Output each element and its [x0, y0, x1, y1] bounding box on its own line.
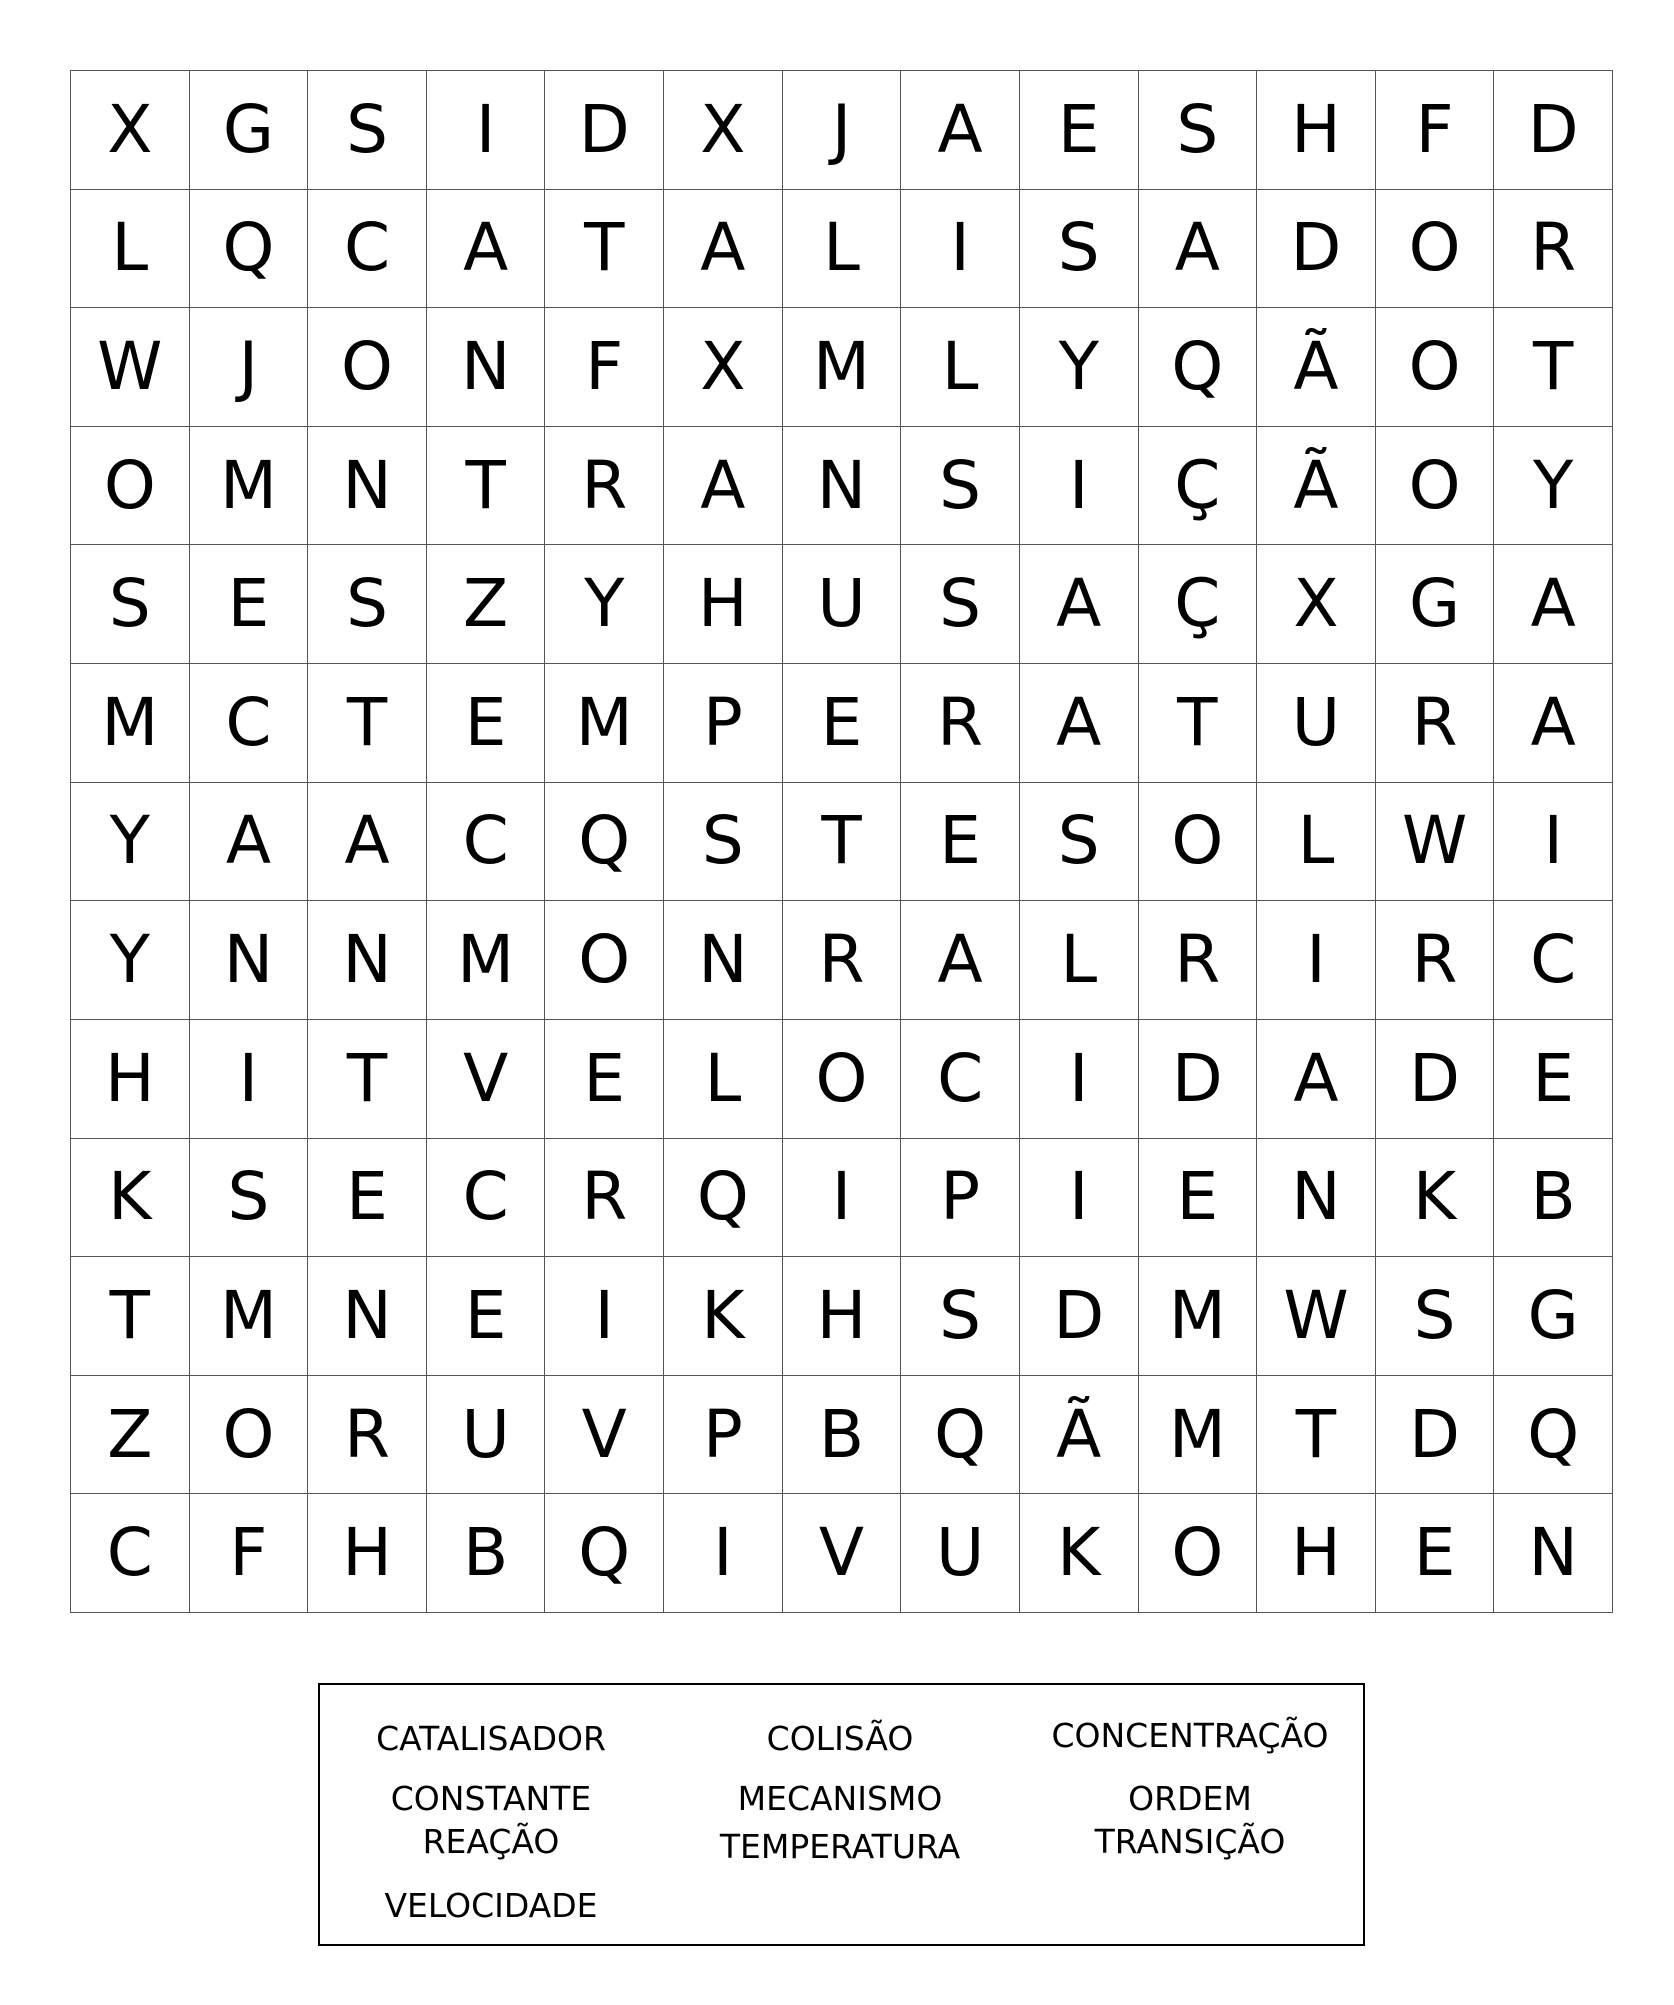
word-list-item: REAÇÃO: [422, 1822, 560, 1861]
grid-cell[interactable]: I: [1020, 1139, 1139, 1258]
grid-cell[interactable]: O: [1376, 190, 1495, 309]
grid-cell[interactable]: B: [427, 1494, 546, 1613]
grid-cell[interactable]: M: [190, 1257, 309, 1376]
grid-cell[interactable]: V: [427, 1020, 546, 1139]
grid-cell[interactable]: S: [308, 71, 427, 190]
grid-cell[interactable]: N: [783, 427, 902, 546]
grid-cell[interactable]: X: [664, 308, 783, 427]
grid-cell[interactable]: Ã: [1257, 427, 1376, 546]
grid-cell[interactable]: Z: [71, 1376, 190, 1495]
grid-cell[interactable]: E: [427, 1257, 546, 1376]
grid-cell[interactable]: T: [308, 1020, 427, 1139]
grid-cell[interactable]: C: [190, 664, 309, 783]
grid-cell[interactable]: R: [783, 901, 902, 1020]
grid-cell[interactable]: Y: [1020, 308, 1139, 427]
grid-cell[interactable]: E: [901, 783, 1020, 902]
grid-cell[interactable]: C: [427, 1139, 546, 1258]
word-search-grid: [70, 70, 1613, 1613]
grid-cell[interactable]: U: [1257, 664, 1376, 783]
grid-cell[interactable]: K: [71, 1139, 190, 1258]
word-list-box: [318, 1683, 1365, 1946]
grid-cell[interactable]: Ç: [1139, 545, 1258, 664]
grid-cell[interactable]: E: [1139, 1139, 1258, 1258]
grid-cell[interactable]: B: [783, 1376, 902, 1495]
grid-cell[interactable]: V: [783, 1494, 902, 1613]
grid-cell[interactable]: J: [190, 308, 309, 427]
grid-cell[interactable]: M: [1139, 1376, 1258, 1495]
grid-cell[interactable]: X: [664, 71, 783, 190]
grid-cell[interactable]: N: [190, 901, 309, 1020]
grid-cell[interactable]: R: [545, 1139, 664, 1258]
grid-cell[interactable]: I: [190, 1020, 309, 1139]
grid-cell[interactable]: D: [1020, 1257, 1139, 1376]
grid-cell[interactable]: A: [664, 190, 783, 309]
grid-cell[interactable]: L: [664, 1020, 783, 1139]
grid-cell[interactable]: S: [190, 1139, 309, 1258]
grid-cell[interactable]: N: [427, 308, 546, 427]
grid-cell[interactable]: O: [190, 1376, 309, 1495]
grid-cell[interactable]: Y: [1494, 427, 1613, 546]
grid-cell[interactable]: N: [1257, 1139, 1376, 1258]
grid-cell[interactable]: W: [1257, 1257, 1376, 1376]
grid-cell[interactable]: I: [1020, 427, 1139, 546]
grid-cell[interactable]: Y: [71, 783, 190, 902]
grid-cell[interactable]: Ç: [1139, 427, 1258, 546]
grid-cell[interactable]: A: [427, 190, 546, 309]
grid-cell[interactable]: Q: [901, 1376, 1020, 1495]
grid-cell[interactable]: K: [1376, 1139, 1495, 1258]
word-list-item: CATALISADOR: [376, 1719, 606, 1758]
grid-cell[interactable]: U: [783, 545, 902, 664]
grid-cell[interactable]: Ã: [1020, 1376, 1139, 1495]
grid-cell[interactable]: R: [1376, 901, 1495, 1020]
word-list-item: CONSTANTE: [390, 1779, 592, 1818]
grid-cell[interactable]: I: [545, 1257, 664, 1376]
grid-cell[interactable]: I: [1257, 901, 1376, 1020]
grid-cell[interactable]: A: [1020, 545, 1139, 664]
grid-cell[interactable]: S: [1020, 783, 1139, 902]
grid-cell[interactable]: D: [1257, 190, 1376, 309]
grid-cell[interactable]: S: [664, 783, 783, 902]
grid-cell[interactable]: N: [664, 901, 783, 1020]
grid-cell[interactable]: J: [783, 71, 902, 190]
grid-cell[interactable]: E: [1020, 71, 1139, 190]
word-list-item: TRANSIÇÃO: [1094, 1822, 1286, 1861]
grid-cell[interactable]: P: [664, 664, 783, 783]
grid-cell[interactable]: L: [1020, 901, 1139, 1020]
word-list-item: ORDEM: [1128, 1779, 1252, 1818]
grid-cell[interactable]: Q: [664, 1139, 783, 1258]
grid-cell[interactable]: M: [427, 901, 546, 1020]
grid-cell[interactable]: A: [1139, 190, 1258, 309]
grid-cell[interactable]: D: [545, 71, 664, 190]
grid-cell[interactable]: V: [545, 1376, 664, 1495]
grid-cell[interactable]: H: [664, 545, 783, 664]
grid-cell[interactable]: P: [664, 1376, 783, 1495]
grid-cell[interactable]: P: [901, 1139, 1020, 1258]
grid-cell[interactable]: A: [1257, 1020, 1376, 1139]
word-list-item: VELOCIDADE: [384, 1886, 598, 1925]
grid-cell[interactable]: Q: [1139, 308, 1258, 427]
grid-cell[interactable]: O: [308, 308, 427, 427]
grid-cell[interactable]: O: [71, 427, 190, 546]
grid-cell[interactable]: Q: [545, 1494, 664, 1613]
grid-cell[interactable]: R: [901, 664, 1020, 783]
grid-cell[interactable]: B: [1494, 1139, 1613, 1258]
grid-cell[interactable]: T: [427, 427, 546, 546]
grid-cell[interactable]: T: [308, 664, 427, 783]
grid-cell[interactable]: A: [1020, 664, 1139, 783]
grid-cell[interactable]: D: [1494, 71, 1613, 190]
grid-cell[interactable]: O: [783, 1020, 902, 1139]
grid-cell[interactable]: C: [901, 1020, 1020, 1139]
grid-cell[interactable]: H: [1257, 71, 1376, 190]
grid-cell[interactable]: W: [71, 308, 190, 427]
grid-cell[interactable]: E: [190, 545, 309, 664]
grid-cell[interactable]: T: [783, 783, 902, 902]
grid-cell[interactable]: R: [1494, 190, 1613, 309]
word-list-item: TEMPERATURA: [719, 1827, 961, 1866]
grid-cell[interactable]: E: [308, 1139, 427, 1258]
grid-cell[interactable]: I: [783, 1139, 902, 1258]
grid-cell[interactable]: H: [71, 1020, 190, 1139]
grid-cell[interactable]: E: [1494, 1020, 1613, 1139]
grid-cell[interactable]: S: [901, 545, 1020, 664]
grid-cell[interactable]: T: [1494, 308, 1613, 427]
grid-cell[interactable]: S: [1376, 1257, 1495, 1376]
grid-cell[interactable]: Y: [545, 545, 664, 664]
grid-cell[interactable]: Y: [71, 901, 190, 1020]
grid-cell[interactable]: Q: [190, 190, 309, 309]
grid-cell[interactable]: S: [1020, 190, 1139, 309]
grid-cell[interactable]: A: [901, 901, 1020, 1020]
grid-cell[interactable]: F: [1376, 71, 1495, 190]
grid-cell[interactable]: I: [901, 190, 1020, 309]
grid-cell[interactable]: C: [427, 783, 546, 902]
grid-cell[interactable]: S: [901, 427, 1020, 546]
grid-cell[interactable]: M: [783, 308, 902, 427]
grid-cell[interactable]: F: [545, 308, 664, 427]
grid-cell[interactable]: I: [427, 71, 546, 190]
grid-cell[interactable]: T: [1257, 1376, 1376, 1495]
grid-cell[interactable]: T: [71, 1257, 190, 1376]
grid-cell[interactable]: A: [1494, 664, 1613, 783]
grid-cell[interactable]: Q: [545, 783, 664, 902]
grid-cell[interactable]: E: [783, 664, 902, 783]
grid-cell[interactable]: M: [190, 427, 309, 546]
grid-cell[interactable]: O: [1139, 1494, 1258, 1613]
grid-cell[interactable]: H: [308, 1494, 427, 1613]
grid-cell[interactable]: Q: [1494, 1376, 1613, 1495]
grid-cell[interactable]: A: [308, 783, 427, 902]
grid-cell[interactable]: X: [71, 71, 190, 190]
grid-cell[interactable]: H: [1257, 1494, 1376, 1613]
grid-cell[interactable]: O: [1376, 427, 1495, 546]
grid-cell[interactable]: R: [308, 1376, 427, 1495]
grid-cell[interactable]: K: [664, 1257, 783, 1376]
grid-cell[interactable]: E: [1376, 1494, 1495, 1613]
word-list-item: MECANISMO: [737, 1779, 943, 1818]
grid-cell[interactable]: N: [308, 901, 427, 1020]
grid-cell[interactable]: O: [1139, 783, 1258, 902]
grid-cell[interactable]: T: [1139, 664, 1258, 783]
grid-cell[interactable]: S: [71, 545, 190, 664]
grid-cell[interactable]: L: [783, 190, 902, 309]
grid-cell[interactable]: G: [190, 71, 309, 190]
grid-cell[interactable]: L: [71, 190, 190, 309]
grid-cell[interactable]: O: [1376, 308, 1495, 427]
grid-cell[interactable]: K: [1020, 1494, 1139, 1613]
grid-cell[interactable]: X: [1257, 545, 1376, 664]
grid-cell[interactable]: H: [783, 1257, 902, 1376]
grid-cell[interactable]: G: [1494, 1257, 1613, 1376]
grid-cell[interactable]: L: [1257, 783, 1376, 902]
grid-cell[interactable]: Ã: [1257, 308, 1376, 427]
grid-cell[interactable]: C: [308, 190, 427, 309]
grid-cell[interactable]: I: [664, 1494, 783, 1613]
grid-cell[interactable]: U: [901, 1494, 1020, 1613]
grid-cell[interactable]: L: [901, 308, 1020, 427]
grid-cell[interactable]: G: [1376, 545, 1495, 664]
grid-cell[interactable]: I: [1494, 783, 1613, 902]
grid-cell[interactable]: Z: [427, 545, 546, 664]
grid-cell[interactable]: O: [545, 901, 664, 1020]
grid-cell[interactable]: E: [427, 664, 546, 783]
grid-cell[interactable]: N: [308, 427, 427, 546]
grid-cell[interactable]: D: [1376, 1020, 1495, 1139]
word-list-item: COLISÃO: [766, 1719, 914, 1758]
grid-cell[interactable]: I: [1020, 1020, 1139, 1139]
grid-cell[interactable]: A: [1494, 545, 1613, 664]
grid-cell[interactable]: T: [545, 190, 664, 309]
grid-cell[interactable]: S: [901, 1257, 1020, 1376]
word-list-item: CONCENTRAÇÃO: [1051, 1716, 1329, 1755]
grid-cell[interactable]: A: [901, 71, 1020, 190]
grid-cell[interactable]: D: [1139, 1020, 1258, 1139]
grid-cell[interactable]: M: [71, 664, 190, 783]
grid-cell[interactable]: M: [545, 664, 664, 783]
grid-cell[interactable]: S: [308, 545, 427, 664]
grid-cell[interactable]: W: [1376, 783, 1495, 902]
grid-cell[interactable]: R: [545, 427, 664, 546]
grid-cell[interactable]: R: [1376, 664, 1495, 783]
grid-cell[interactable]: D: [1376, 1376, 1495, 1495]
grid-cell[interactable]: A: [190, 783, 309, 902]
grid-cell[interactable]: S: [1139, 71, 1258, 190]
grid-cell[interactable]: A: [664, 427, 783, 546]
grid-cell[interactable]: M: [1139, 1257, 1258, 1376]
grid-cell[interactable]: E: [545, 1020, 664, 1139]
grid-cell[interactable]: N: [308, 1257, 427, 1376]
grid-cell[interactable]: R: [1139, 901, 1258, 1020]
grid-cell[interactable]: U: [427, 1376, 546, 1495]
grid-cell[interactable]: C: [71, 1494, 190, 1613]
grid-cell[interactable]: C: [1494, 901, 1613, 1020]
grid-cell[interactable]: F: [190, 1494, 309, 1613]
grid-cell[interactable]: N: [1494, 1494, 1613, 1613]
